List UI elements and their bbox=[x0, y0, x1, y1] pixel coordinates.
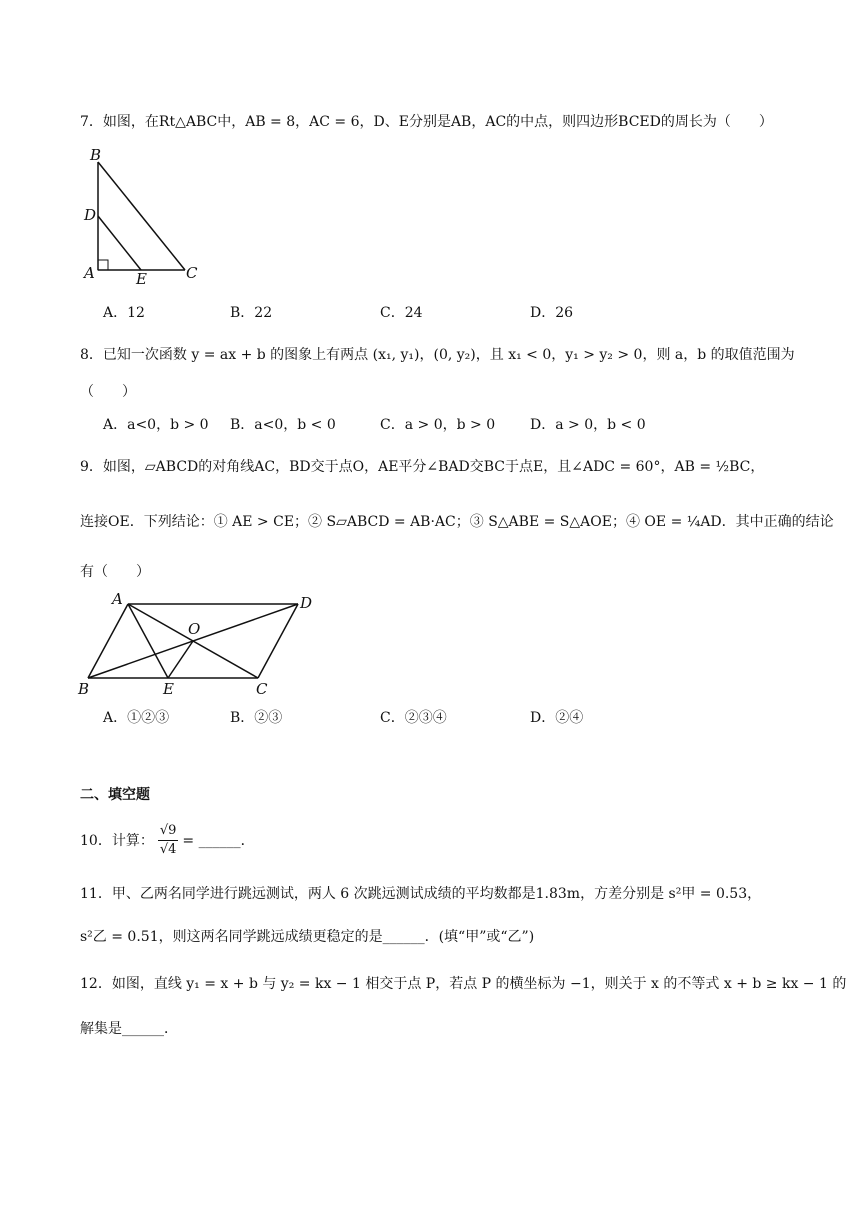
q8-option-c: C．a > 0，b > 0 bbox=[380, 417, 496, 433]
q8-option-b: B．a<0，b < 0 bbox=[230, 417, 336, 433]
q8-stem: 8．已知一次函数 y = ax + b 的图象上有两点 (x₁, y₁)，(0, y₂)，且 x₁ < 0，y₁ > y₂ > 0，则 a，b 的取值范围为 bbox=[80, 347, 795, 363]
q7-label-A: A bbox=[84, 264, 95, 282]
q9-label-A: A bbox=[112, 590, 123, 608]
q11-line1: 11．甲、乙两名同学进行跳远测试，两人 6 次跳远测试成绩的平均数都是1.83m，方差分别是 s²甲 = 0.53， bbox=[80, 886, 762, 902]
q12-line2: 解集是______． bbox=[80, 1021, 178, 1037]
q10 bbox=[80, 818, 255, 862]
q9-label-C: C bbox=[256, 680, 268, 698]
section-fill-in-title: 二、填空题 bbox=[80, 787, 150, 803]
q9-stem-3: 有（ ） bbox=[80, 564, 150, 580]
q9-figure bbox=[76, 586, 326, 702]
q11-line2: s²乙 = 0.51，则这两名同学跳远成绩更稳定的是______．(填“甲”或“乙”) bbox=[80, 929, 535, 945]
q8-option-a: A．a<0，b > 0 bbox=[103, 417, 209, 433]
q7-figure bbox=[82, 144, 212, 284]
q10-suffix: = ______． bbox=[182, 833, 255, 849]
q10-numerator: √9 bbox=[158, 822, 179, 841]
q7-stem: 7．如图，在Rt△ABC中，AB = 8，AC = 6，D、E分别是AB，AC的中点，则四边形BCED的周长为（ ） bbox=[80, 114, 773, 130]
q7-option-b: B．22 bbox=[230, 305, 273, 321]
q7-option-c: C．24 bbox=[380, 305, 423, 321]
q10-denominator: √4 bbox=[159, 841, 177, 857]
q9-label-O: O bbox=[188, 620, 201, 638]
q7-option-a: A．12 bbox=[103, 305, 145, 321]
q12-line1: 12．如图，直线 y₁ = x + b 与 y₂ = kx − 1 相交于点 P，若点 P 的横坐标为 −1，则关于 x 的不等式 x + b ≥ kx − 1 的 bbox=[80, 976, 847, 992]
q7-label-C: C bbox=[186, 264, 198, 282]
q9-option-a: A．①②③ bbox=[103, 710, 170, 726]
q9-stem: 9．如图，▱ABCD的对角线AC，BD交于点O，AE平分∠BAD交BC于点E，且∠ADC = 60°，AB = ½BC， bbox=[80, 459, 765, 475]
q7-label-B: B bbox=[90, 146, 102, 164]
q9-option-b: B．②③ bbox=[230, 710, 283, 726]
q9-option-d: D．②④ bbox=[530, 710, 584, 726]
q7-label-D: D bbox=[84, 206, 97, 224]
q8-stem-cont: （ ） bbox=[80, 384, 136, 400]
q10-fraction bbox=[158, 822, 179, 859]
q9-stem-2: 连接OE．下列结论：① AE > CE；② S▱ABCD = AB·AC；③ S△ABE = S△AOE；④ OE = ¼AD．其中正确的结论 bbox=[80, 514, 834, 530]
q8-option-d: D．a > 0，b < 0 bbox=[530, 417, 646, 433]
q9-label-D: D bbox=[300, 594, 313, 612]
q7-label-E: E bbox=[136, 270, 147, 284]
q9-label-B: B bbox=[78, 680, 90, 698]
q9-label-E: E bbox=[163, 680, 174, 698]
q9-option-c: C．②③④ bbox=[380, 710, 447, 726]
q7-option-d: D．26 bbox=[530, 305, 574, 321]
q10-prefix: 10．计算： bbox=[80, 833, 154, 849]
